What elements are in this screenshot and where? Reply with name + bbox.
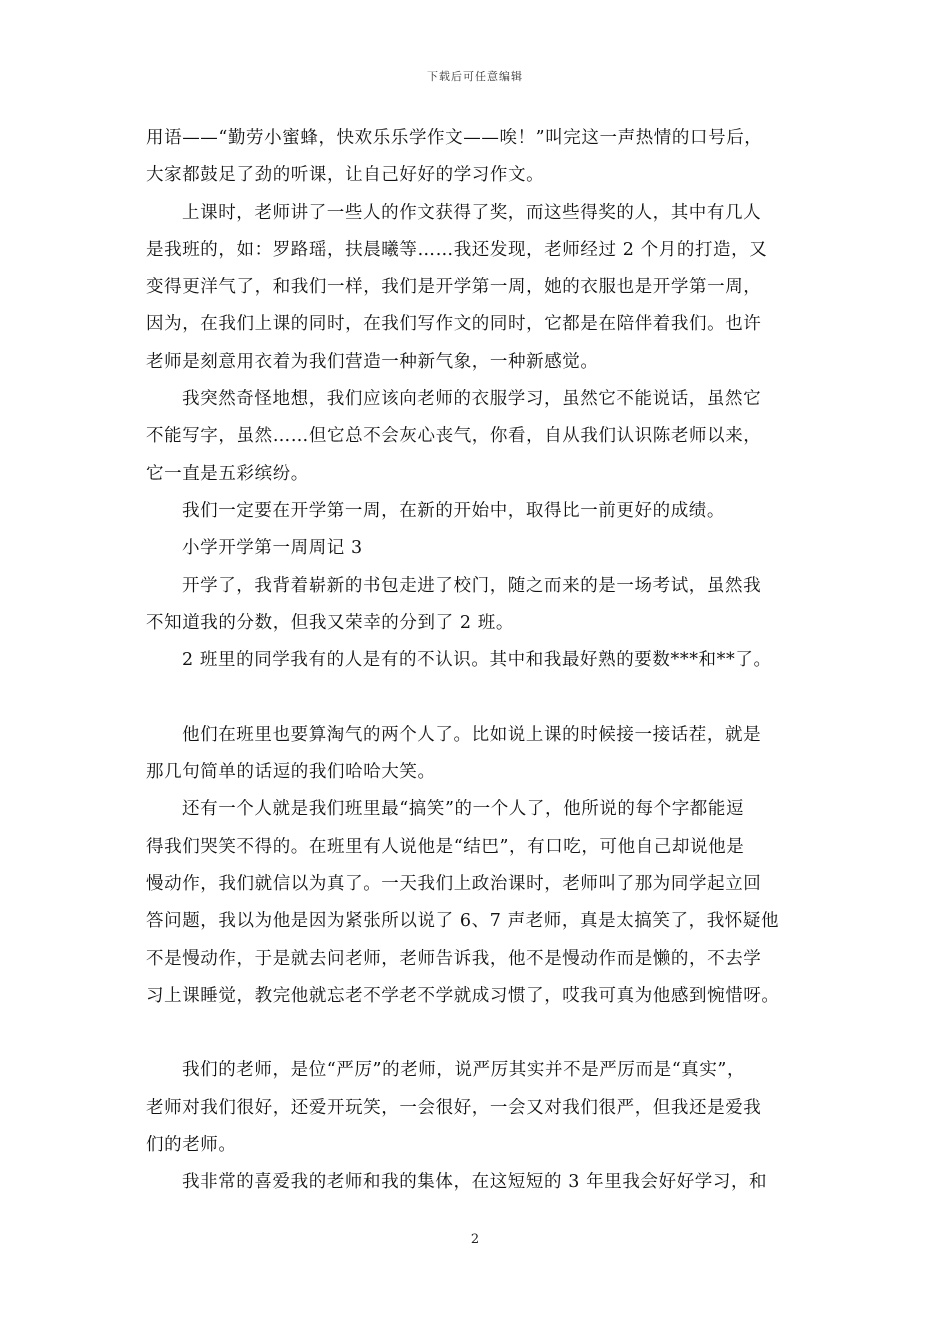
text-line: 它一直是五彩缤纷。 [146,463,309,484]
text-line: 不能写字，虽然……但它总不会灰心丧气，你看，自从我们认识陈老师以来， [146,426,762,447]
blank-line [146,1015,814,1052]
text-line: 2 班里的同学我有的人是有的不认识。其中和我最好熟的要数***和**了。 [182,650,772,671]
text-line: 因为，在我们上课的同时，在我们写作文的同时，它都是在陪伴着我们。也许 [146,314,762,335]
text-line: 他们在班里也要算淘气的两个人了。比如说上课的时候接一接话茬，就是 [182,724,762,745]
text-line: 变得更洋气了，和我们一样，我们是开学第一周，她的衣服也是开学第一周， [146,277,762,298]
text-line: 习上课睡觉，教完他就忘老不学老不学就成习惯了，哎我可真为他感到惋惜呀。 [146,985,780,1006]
text-line: 不知道我的分数，但我又荣幸的分到了 2 班。 [146,612,514,633]
text-line: 不是慢动作，于是就去问老师，老师告诉我，他不是慢动作而是懒的，不去学 [146,948,762,969]
text-line: 老师是刻意用衣着为我们营造一种新气象，一种新感觉。 [146,351,599,372]
text-line: 大家都鼓足了劲的听课，让自己好好的学习作文。 [146,165,545,186]
text-line: 慢动作，我们就信以为真了。一天我们上政治课时，老师叫了那为同学起立回 [146,873,762,894]
text-line: 是我班的，如：罗路瑶，扶晨曦等……我还发现，老师经过 2 个月的打造，又 [146,239,768,260]
text-line: 我非常的喜爱我的老师和我的集体，在这短短的 3 年里我会好好学习，和 [182,1172,768,1193]
text-line: 我们一定要在开学第一周，在新的开始中，取得比一前更好的成绩。 [182,500,725,521]
document-body [146,120,814,1202]
text-line: 答问题，我以为他是因为紧张所以说了 6、7 声老师，真是太搞笑了，我怀疑他 [146,911,780,932]
page-number: 2 [470,1232,480,1247]
text-line: 老师对我们很好，还爱开玩笑，一会很好，一会又对我们很严，但我还是爱我 [146,1097,762,1118]
page-header: 下载后可任意编辑 [427,70,523,83]
text-line: 得我们哭笑不得的。在班里有人说他是“结巴”，有口吃，可他自己却说他是 [146,836,745,857]
text-line: 上课时，老师讲了一些人的作文获得了奖，而这些得奖的人，其中有几人 [182,202,762,223]
text-line: 还有一个人就是我们班里最“搞笑”的一个人了，他所说的每个字都能逗 [182,799,745,820]
text-line: 用语——“勤劳小蜜蜂，快欢乐乐学作文——唉！”叫完这一声热情的口号后， [146,128,763,148]
text-line: 我突然奇怪地想，我们应该向老师的衣服学习，虽然它不能说话，虽然它 [182,389,762,410]
text-line: 开学了，我背着崭新的书包走进了校门，随之而来的是一场考试，虽然我 [182,575,762,596]
text-line: 我们的老师，是位“严厉”的老师，说严厉其实并不是严厉而是“真实”， [182,1060,746,1081]
blank-line [146,679,814,716]
text-line: 们的老师。 [146,1135,237,1156]
section-heading: 小学开学第一周周记 3 [182,538,363,559]
text-line: 那几句简单的话逗的我们哈哈大笑。 [146,762,436,783]
